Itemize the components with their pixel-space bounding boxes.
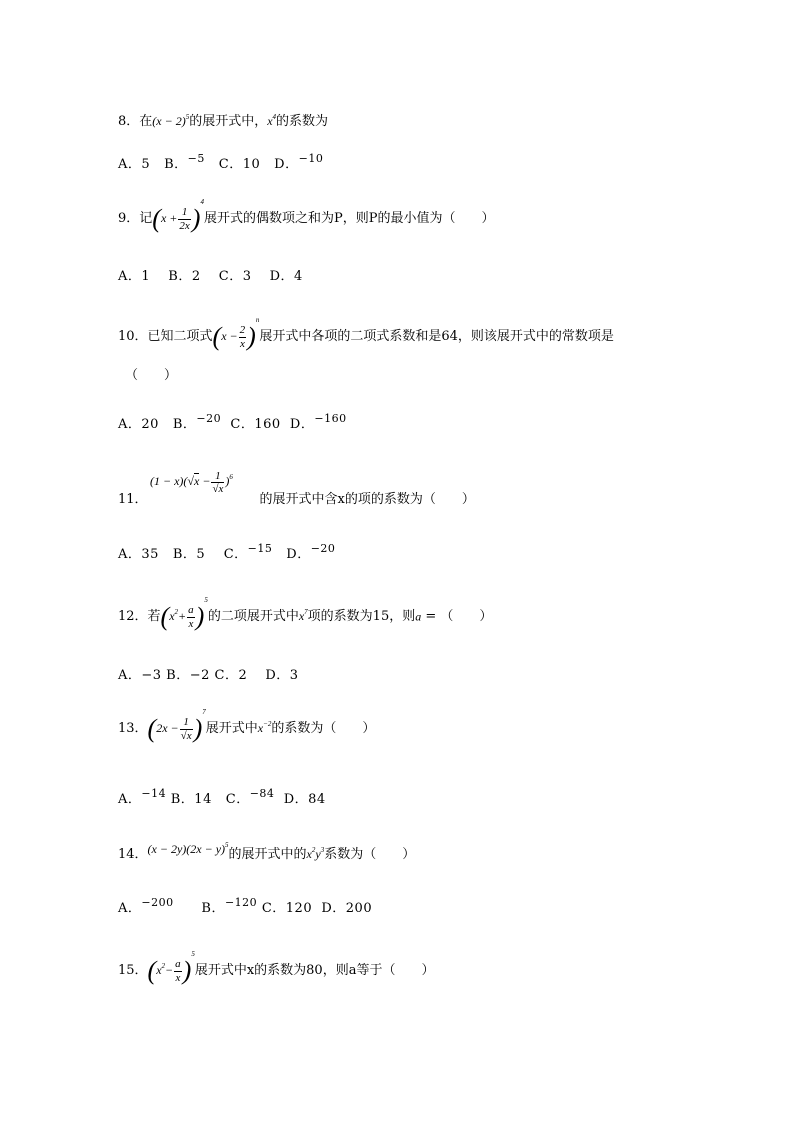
question-10-cont: （ ）: [125, 368, 178, 383]
answer-options-11: A．35 B．5 C．$^{-15}$ D．$^{-20}$: [118, 542, 336, 562]
answer-options-12: A．−3 B．−2 C．2 D．3: [118, 668, 299, 683]
answer-options-13: A．$^{-14}$ B．14 C．$^{-84}$ D．84: [118, 787, 326, 807]
question-13: 13．(2x − $\frac{1}{√x}$ )$^7$展开式中$x^{-2}$的系数为（ ）: [118, 707, 376, 743]
formula: ($x^2-$ $\frac{a}{x}$ )$^5$: [147, 949, 195, 985]
answer-options-8: A．5 B．$^{-5}$ C．10 D．$^{-10}$: [118, 152, 324, 172]
formula: $(x - 2)^5$: [152, 113, 190, 128]
question-text: 的展开式中，: [189, 114, 268, 129]
question-10: 10．已知二项式(x − $\frac{2}{x}$ )$^n$展开式中各项的二项式系数和是64，则该展开式中的常数项是: [118, 315, 614, 351]
formula: ($x^2+$ $\frac{a}{x}$ )$^5$: [160, 595, 208, 631]
question-14: 14．$(x - 2y)(2x - y)^5$的展开式中的$x^2y^3$系数为（ ）: [118, 841, 416, 862]
formula: $x^4$: [267, 113, 277, 128]
question-11: 11． 的展开式中含x的项的系数为（ ）: [118, 492, 475, 507]
formula: (1 − x)(√x − $\frac{1}{√x}$ )$^6$: [150, 470, 233, 496]
answer-options-10: A．20 B．$^{-20}$ C．160 D．$^{-160}$: [118, 412, 347, 432]
question-text: 的系数为: [276, 114, 329, 129]
formula: (2x − $\frac{1}{√x}$ )$^7$: [147, 707, 206, 743]
question-15: 15．($x^2-$ $\frac{a}{x}$ )$^5$展开式中x的系数为80，则a等于（ ）: [118, 949, 435, 985]
question-12: 12．若($x^2+$ $\frac{a}{x}$ )$^5$的二项展开式中$x^7$项的系数为15，则a = （ ）: [118, 595, 493, 631]
formula: (x − $\frac{2}{x}$ )$^n$: [212, 315, 260, 351]
question-number: 8．在: [118, 114, 153, 129]
question-8: [118, 115, 328, 128]
formula: $(x - 2y)(2x - y)^5$: [147, 841, 229, 856]
answer-options-14: A．$^{-200}$ B．$^{-120}$ C．120 D．200: [118, 896, 373, 916]
answer-options-9: A．1 B．2 C．3 D．4: [118, 269, 303, 284]
question-9: 9．记(x + $\frac{1}{2x}$ )$^4$展开式的偶数项之和为P，则P的最小值为（ ）: [118, 197, 495, 233]
question-11-formula: [150, 470, 233, 495]
formula: (x + $\frac{1}{2x}$ )$^4$: [152, 197, 204, 233]
